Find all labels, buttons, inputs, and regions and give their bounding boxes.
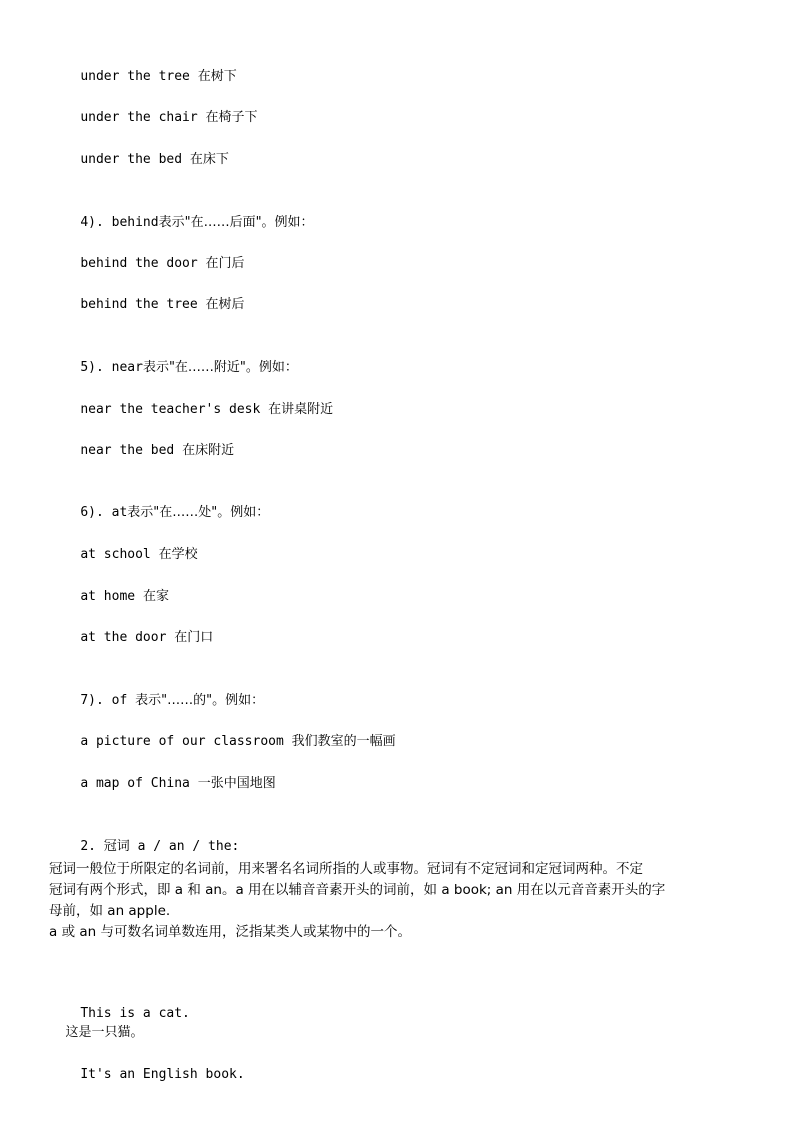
english-phrase: behind the tree [80, 297, 198, 312]
example-line [49, 424, 235, 458]
english-phrase: at the door [80, 630, 167, 645]
heading-term: 2. 冠词 a / an / the: [80, 839, 240, 854]
chinese-translation: 一张中国地图 [197, 776, 276, 791]
article-explanation [49, 859, 749, 943]
example-line [49, 757, 276, 791]
chinese-translation: 在学校 [158, 547, 198, 562]
chinese-translation: 在椅子下 [205, 110, 258, 125]
chinese-translation: 在树后 [205, 297, 245, 312]
example-line [49, 91, 258, 125]
english-phrase: under the tree [80, 69, 190, 84]
example-line [49, 133, 229, 167]
section-heading [49, 341, 298, 375]
example-line [49, 570, 169, 604]
example-line [49, 278, 245, 312]
example-line [49, 383, 334, 417]
heading-description: 表示"……的"。例如： [135, 693, 265, 708]
english-phrase: at school [80, 547, 151, 562]
heading-term: 5). near [80, 360, 143, 375]
heading-description: 表示"在……后面"。例如： [158, 215, 314, 230]
chinese-translation: 在门后 [205, 256, 245, 271]
chinese-translation: 在讲桌附近 [268, 402, 334, 417]
english-phrase: at home [80, 589, 136, 604]
example-translation [49, 1006, 144, 1040]
paragraph-line: 冠词一般位于所限定的名词前，用来署名名词所指的人或事物。冠词有不定冠词和定冠词两种。不定 [49, 861, 643, 877]
heading-term: 4). behind [80, 215, 159, 230]
chinese-translation: 在床下 [189, 152, 229, 167]
example-line [49, 528, 198, 562]
chinese-translation: 在家 [142, 589, 169, 604]
heading-description: 表示"在……处"。例如： [127, 505, 270, 520]
chinese-sentence: 这是一只猫。 [65, 1025, 144, 1040]
chinese-translation: 在床附近 [182, 443, 235, 458]
chinese-translation: 我们教室的一幅画 [291, 734, 396, 749]
example-sentence [49, 987, 190, 1021]
english-phrase: a map of China [80, 776, 190, 791]
heading-term: 6). at [80, 505, 128, 520]
section-heading [49, 486, 270, 520]
example-line [49, 50, 237, 84]
english-phrase: a picture of our classroom [80, 734, 284, 749]
section-heading [49, 196, 314, 230]
heading-description: 表示"在……附近"。例如： [142, 360, 298, 375]
example-line [49, 715, 396, 749]
example-line [49, 611, 214, 645]
paragraph-line: 母前，如 an apple. [49, 903, 171, 919]
section-heading [49, 674, 265, 708]
english-phrase: near the teacher's desk [80, 402, 261, 417]
section-heading [49, 820, 240, 854]
example-line [49, 237, 245, 271]
chinese-translation: 在树下 [197, 69, 237, 84]
english-sentence: This is a cat. [80, 1006, 190, 1021]
english-sentence: It's an English book. [80, 1067, 245, 1082]
paragraph-line: a 或 an 与可数名词单数连用，泛指某类人或某物中的一个。 [49, 924, 411, 940]
english-phrase: behind the door [80, 256, 198, 271]
example-sentence [49, 1048, 245, 1082]
english-phrase: near the bed [80, 443, 175, 458]
chinese-translation: 在门口 [174, 630, 214, 645]
english-phrase: under the chair [80, 110, 198, 125]
english-phrase: under the bed [80, 152, 183, 167]
paragraph-line: 冠词有两个形式，即 a 和 an。a 用在以辅音音素开头的词前，如 a book; an 用在以元音音素开头的字 [49, 882, 666, 898]
heading-term: 7). of [80, 693, 128, 708]
